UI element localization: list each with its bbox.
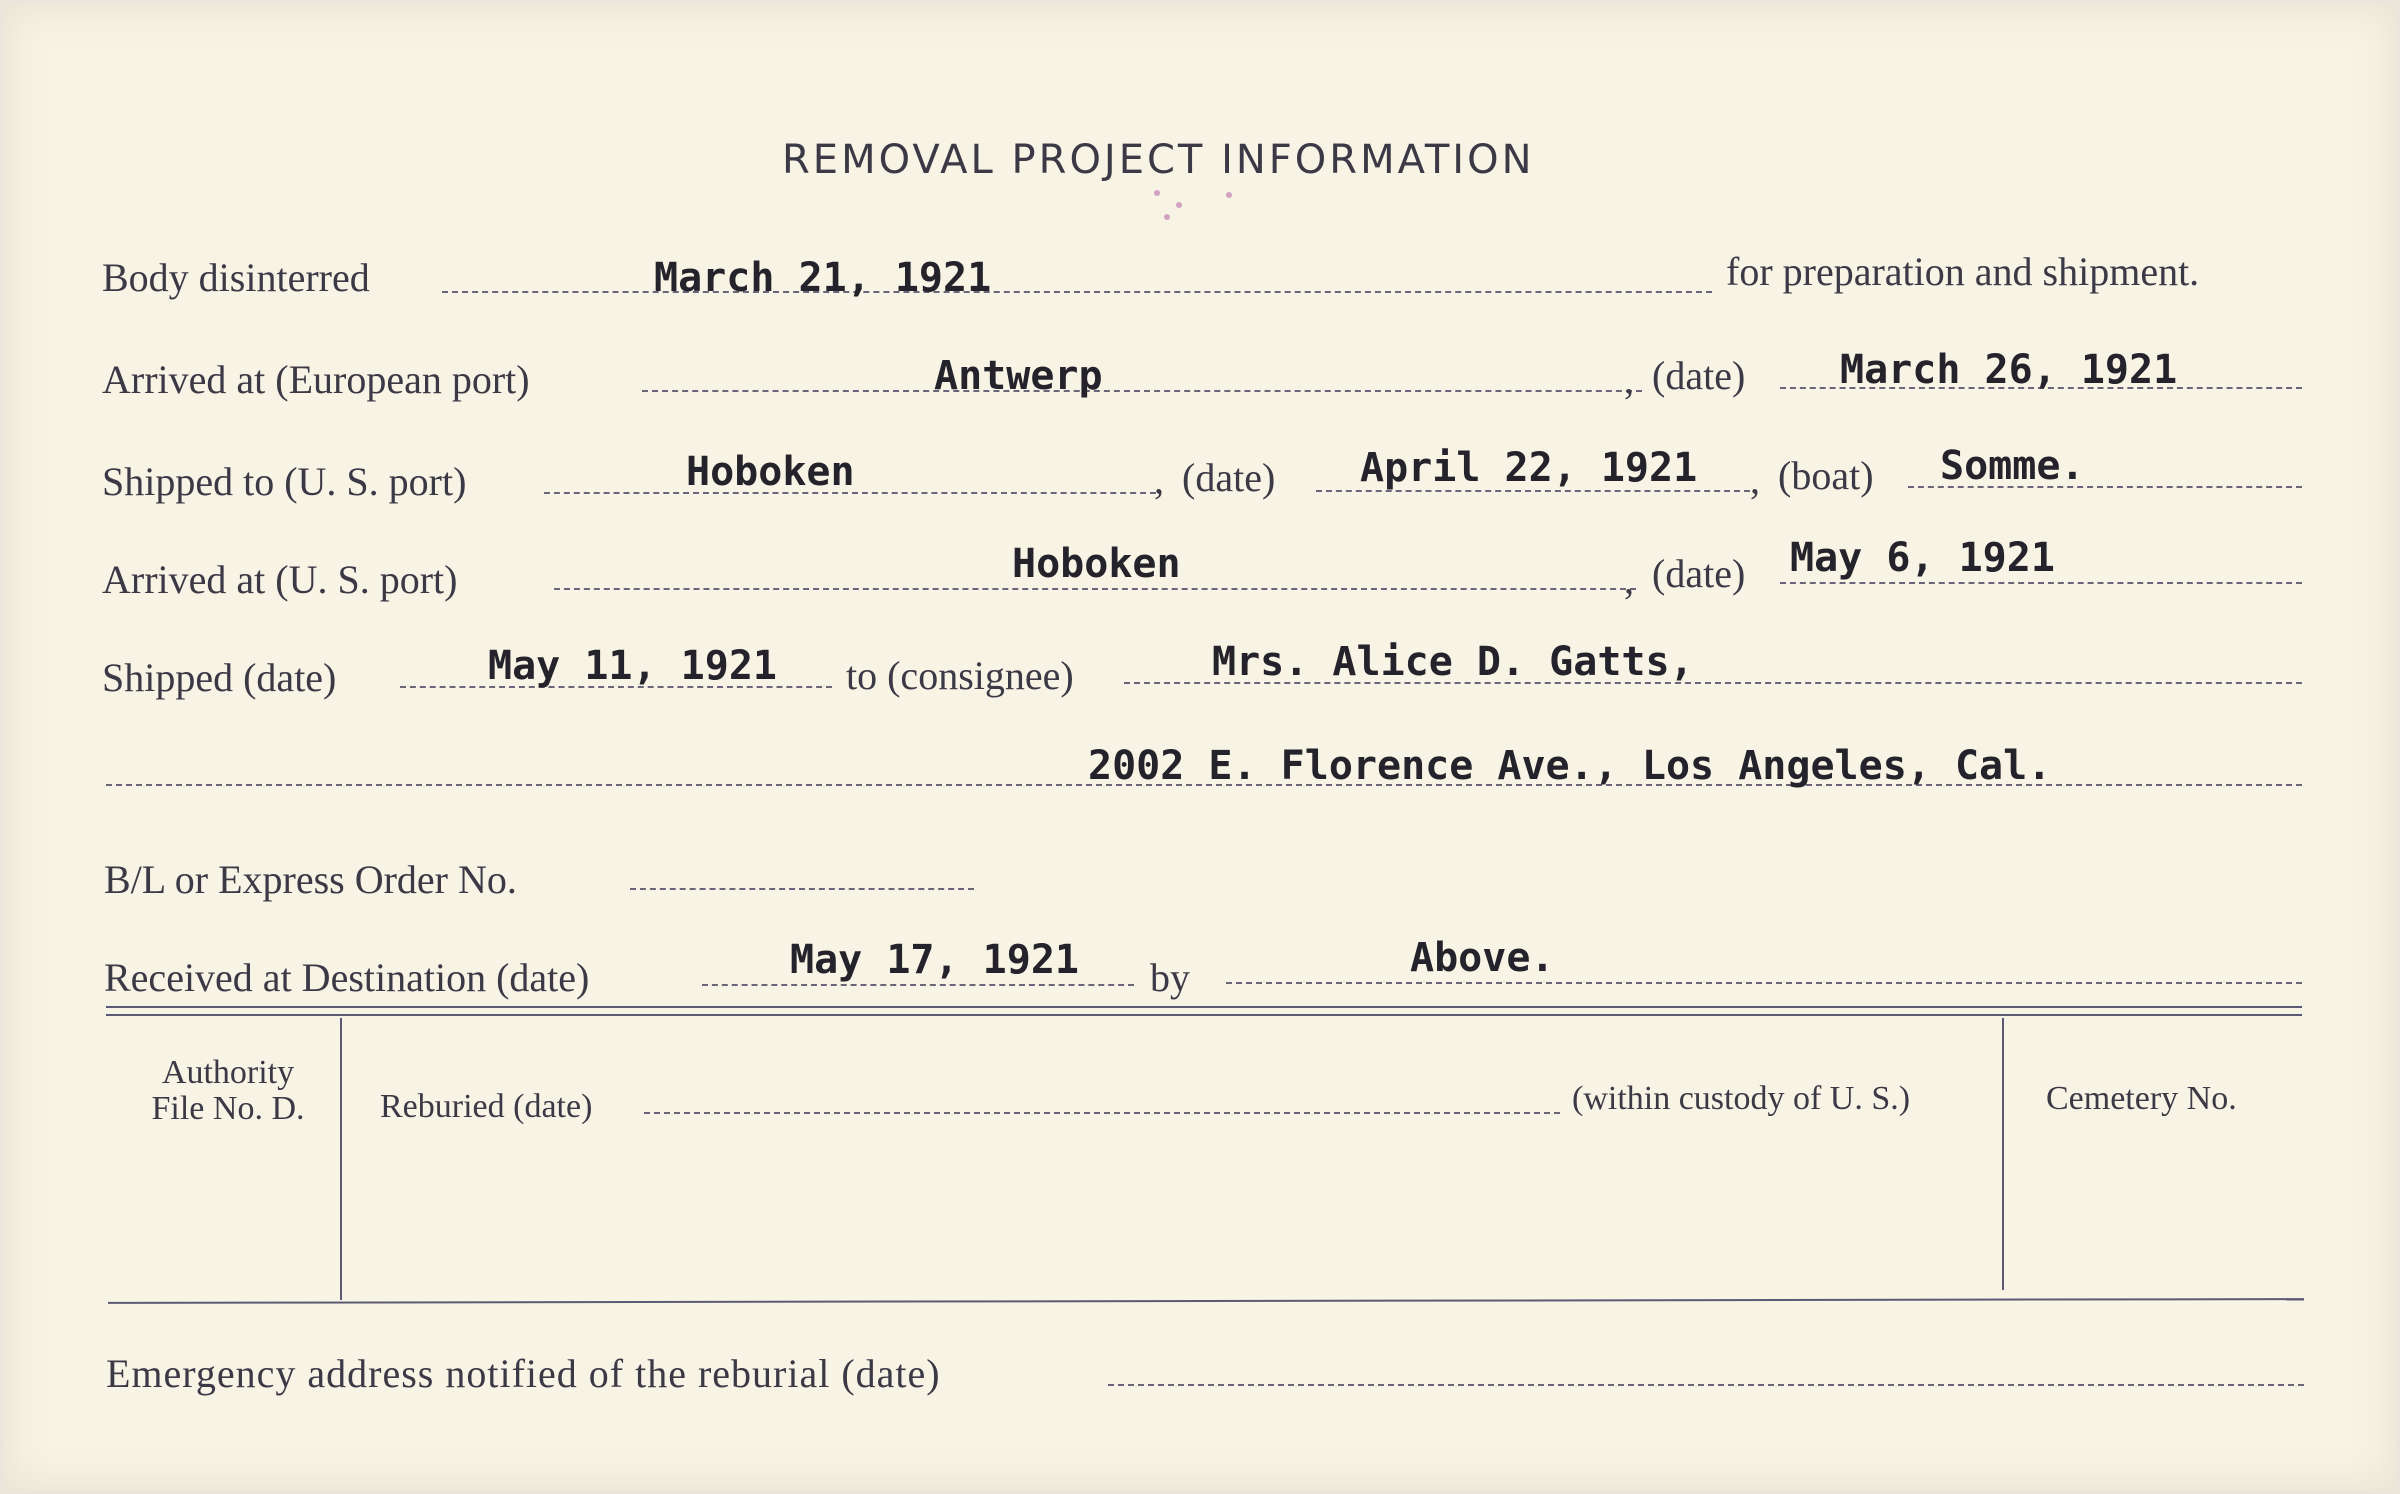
- comma: ,: [1750, 457, 1760, 502]
- value-shipped-date: April 22, 1921: [1360, 445, 1698, 491]
- label-date: (date): [1652, 551, 1746, 596]
- value-shipped-to-consignee-date: May 11, 1921: [488, 643, 777, 689]
- field-line-bl-order: [630, 888, 974, 890]
- field-line-received-date: [702, 984, 1134, 986]
- label-within-custody: (within custody of U. S.): [1572, 1080, 1911, 1117]
- value-us-port-arrived: Hoboken: [1012, 541, 1181, 587]
- label-for-preparation: for preparation and shipment.: [1726, 249, 2200, 294]
- label-to-consignee: to (consignee): [846, 653, 1074, 698]
- label-body-disinterred: Body disinterred: [102, 255, 370, 300]
- field-line-emergency-date: [1108, 1384, 2304, 1386]
- field-line-disinterred: [442, 291, 1712, 293]
- label-by: by: [1150, 955, 1190, 1000]
- value-consignee: Mrs. Alice D. Gatts,: [1212, 639, 1694, 685]
- value-us-arrival-date: May 6, 1921: [1790, 535, 2055, 581]
- value-european-arrival-date: March 26, 1921: [1840, 347, 2178, 393]
- label-date: (date): [1652, 353, 1746, 398]
- ink-speck: [1164, 214, 1170, 220]
- label-emergency: Emergency address notified of the reburial (date): [106, 1351, 941, 1396]
- label-shipped-date: Shipped (date): [102, 655, 337, 700]
- label-arrived-us: Arrived at (U. S. port): [102, 557, 458, 602]
- value-european-port: Antwerp: [934, 353, 1103, 399]
- double-rule-top: [106, 1006, 2302, 1008]
- comma: ,: [1624, 357, 1634, 402]
- field-line-received-by: [1226, 982, 2302, 984]
- field-line-us-arrival-date: [1780, 582, 2302, 584]
- section-bottom-rule: [108, 1298, 2304, 1304]
- field-line-european-port: [642, 390, 1642, 392]
- ink-speck: [1154, 190, 1160, 196]
- ink-speck: [1176, 202, 1182, 208]
- field-line-us-arrival-port: [554, 588, 1636, 590]
- form-title: REMOVAL PROJECT INFORMATION: [782, 137, 1535, 183]
- vertical-divider-right: [2002, 1018, 2004, 1290]
- vertical-divider-left: [340, 1018, 342, 1300]
- value-received-by: Above.: [1410, 935, 1555, 981]
- label-authority: Authority: [161, 1054, 295, 1091]
- value-us-port-shipped: Hoboken: [686, 449, 855, 495]
- label-file-no: File No. D.: [151, 1090, 305, 1127]
- field-line-reburied-date: [644, 1112, 1560, 1114]
- label-bl-order: B/L or Express Order No.: [104, 857, 517, 902]
- double-rule-bottom: [106, 1014, 2302, 1016]
- label-cemetery-no: Cemetery No.: [2046, 1080, 2237, 1117]
- label-date: (date): [1182, 455, 1276, 500]
- removal-project-card: [4, 4, 2396, 1490]
- label-received-destination: Received at Destination (date): [104, 955, 590, 1000]
- comma: ,: [1624, 557, 1634, 602]
- label-reburied-date: Reburied (date): [380, 1088, 593, 1125]
- label-shipped-to-us: Shipped to (U. S. port): [102, 459, 467, 504]
- label-boat: (boat): [1778, 453, 1874, 498]
- value-disinterred-date: March 21, 1921: [654, 255, 992, 301]
- ink-speck: [1226, 192, 1232, 198]
- value-received-date: May 17, 1921: [790, 937, 1079, 983]
- value-boat: Somme.: [1940, 443, 2085, 489]
- value-consignee-address: 2002 E. Florence Ave., Los Angeles, Cal.: [1088, 743, 2052, 789]
- label-arrived-european: Arrived at (European port): [102, 357, 530, 402]
- comma: ,: [1154, 457, 1164, 502]
